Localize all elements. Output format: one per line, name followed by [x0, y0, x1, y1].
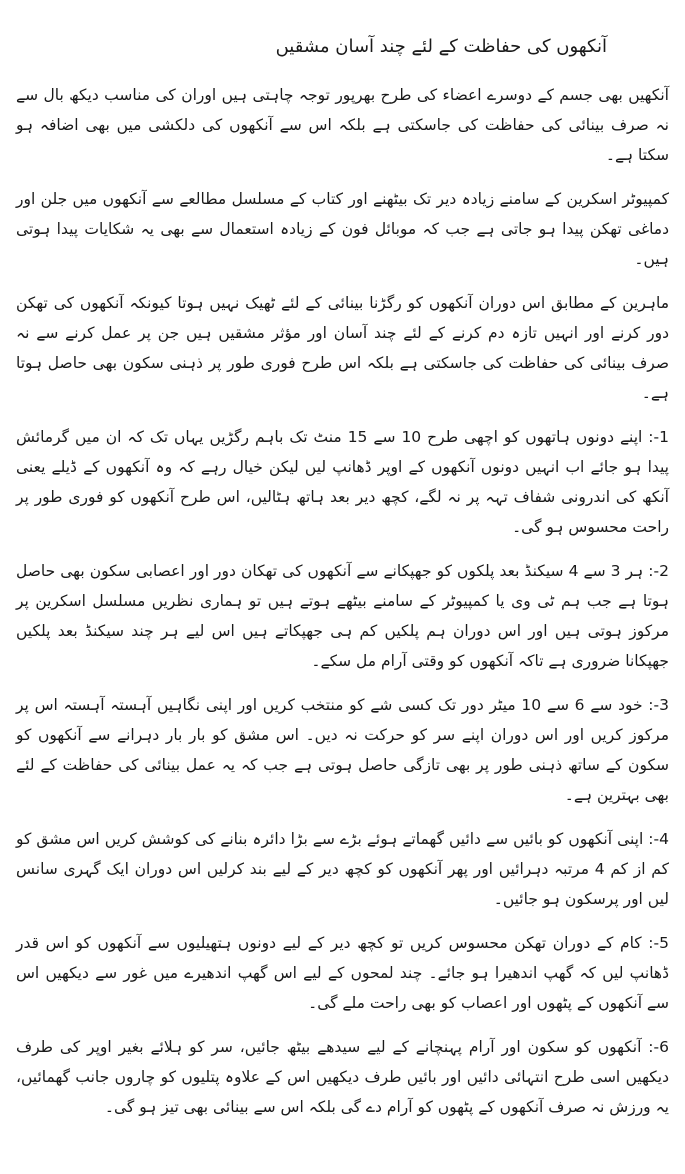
exercise-6-paragraph: 6-: آنکھوں کو سکون اور آرام پہنچانے کے لیے سیدھے بیٹھ جائیں، سر کو ہلائے بغیر اوپر کی طرف دیکھیں اسی طرح انتہائی دائیں اور بائیں طرف دیکھیں اس کے علاوہ پتلیوں کو چاروں جانب گھمائیں، یہ ورزش نہ صرف آنکھوں کے پٹھوں کو آرام دے گی بلکہ اس سے بینائی بھی تیز ہو گی۔ — [16, 1038, 669, 1116]
exercise-1-paragraph: 1-: اپنے دونوں ہاتھوں کو اچھی طرح 10 سے 15 منٹ تک باہم رگڑیں یہاں تک کہ ان میں گرمائش پیدا ہو جائے اب انہیں دونوں آنکھوں کے اوپر ڈھانپ لیں لیکن خیال رہے کہ وہ آنکھوں کے ڈیلے یعنی آنکھ کی اندرونی شفاف تہہ پر نہ لگے، کچھ دیر بعد ہاتھ ہٹالیں، اس طرح آنکھوں کو فوری طور پر راحت محسوس ہو گی۔ — [16, 428, 669, 536]
exercise-3-paragraph: 3-: خود سے 6 سے 10 میٹر دور تک کسی شے کو منتخب کریں اور اپنی نگاہیں آہستہ آہستہ اس پر مرکوز کریں اور اس دوران اپنے سر کو حرکت نہ دیں۔ اس مشق کو بار بار دہرانے سے آنکھوں کو سکون کے ساتھ ذہنی طور پر بھی تازگی حاصل ہوتی ہے جب کہ یہ عمل بینائی کی حفاظت کے لئے بھی بہترین ہے۔ — [16, 696, 669, 804]
expert-advice-paragraph: ماہرین کے مطابق اس دوران آنکھوں کو رگڑنا بینائی کے لئے ٹھیک نہیں ہوتا کیونکہ آنکھوں کی تھکن دور کرنے اور انہیں تازہ دم کرنے کے لئے چند آسان اور مؤثر مشقیں ہیں جن پر عمل کرنے سے نہ صرف بینائی کی حفاظت کی جاسکتی ہے بلکہ اس طرح فوری طور پر ذہنی سکون بھی حاصل ہوتا ہے۔ — [16, 294, 669, 402]
article-title: آنکھوں کی حفاظت کے لئے چند آسان مشقیں — [275, 36, 607, 57]
causes-paragraph: کمپیوٹر اسکرین کے سامنے زیادہ دیر تک بیٹھنے اور کتاب کے مسلسل مطالعے سے آنکھوں میں جلن اور دماغی تھکن پیدا ہو جاتی ہے جب کہ موبائل فون کے زیادہ استعمال سے بھی یہ شکایات پیدا ہوتی ہیں۔ — [16, 190, 669, 268]
exercise-4-paragraph: 4-: اپنی آنکھوں کو بائیں سے دائیں گھماتے ہوئے بڑے سے بڑا دائرہ بنانے کی کوشش کریں اس مشق کو کم از کم 4 مرتبہ دہرائیں اور پھر آنکھوں کو کچھ دیر کے لیے بند کرلیں اس دوران ایک گہری سانس لیں اور پرسکون ہو جائیں۔ — [16, 830, 669, 908]
exercise-2-paragraph: 2-: ہر 3 سے 4 سیکنڈ بعد پلکوں کو جھپکانے سے آنکھوں کی تھکان دور اور اعصابی سکون بھی حاصل ہوتا ہے جب ہم ٹی وی یا کمپیوٹر کے سامنے بیٹھے ہوتے ہیں تو ہماری نظریں مسلسل اسکرین پر مرکوز ہوتی ہیں اور اس دوران ہم پلکیں کم ہی جھپکاتے ہیں اس لیے ہر چند سیکنڈ بعد پلکیں جھپکانا ضروری ہے تاکہ آنکھوں کو وقتی آرام مل سکے۔ — [16, 562, 669, 670]
intro-paragraph: آنکھیں بھی جسم کے دوسرے اعضاء کی طرح بھرپور توجہ چاہتی ہیں اوران کی مناسب دیکھ بال سے نہ صرف بینائی کی حفاظت کی جاسکتی ہے بلکہ اس سے آنکھوں کی دلکشی میں بھی اضافہ ہو سکتا ہے۔ — [16, 86, 669, 164]
exercise-5-paragraph: 5-: کام کے دوران تھکن محسوس کریں تو کچھ دیر کے لیے دونوں ہتھیلیوں سے آنکھوں کو اس قدر ڈھانپ لیں کہ گھپ اندھیرا ہو جائے۔ چند لمحوں کے لیے اس گھپ اندھیرے میں غور سے دیکھیں اس سے آنکھوں کے پٹھوں اور اعصاب کو بھی راحت ملے گی۔ — [16, 934, 669, 1012]
